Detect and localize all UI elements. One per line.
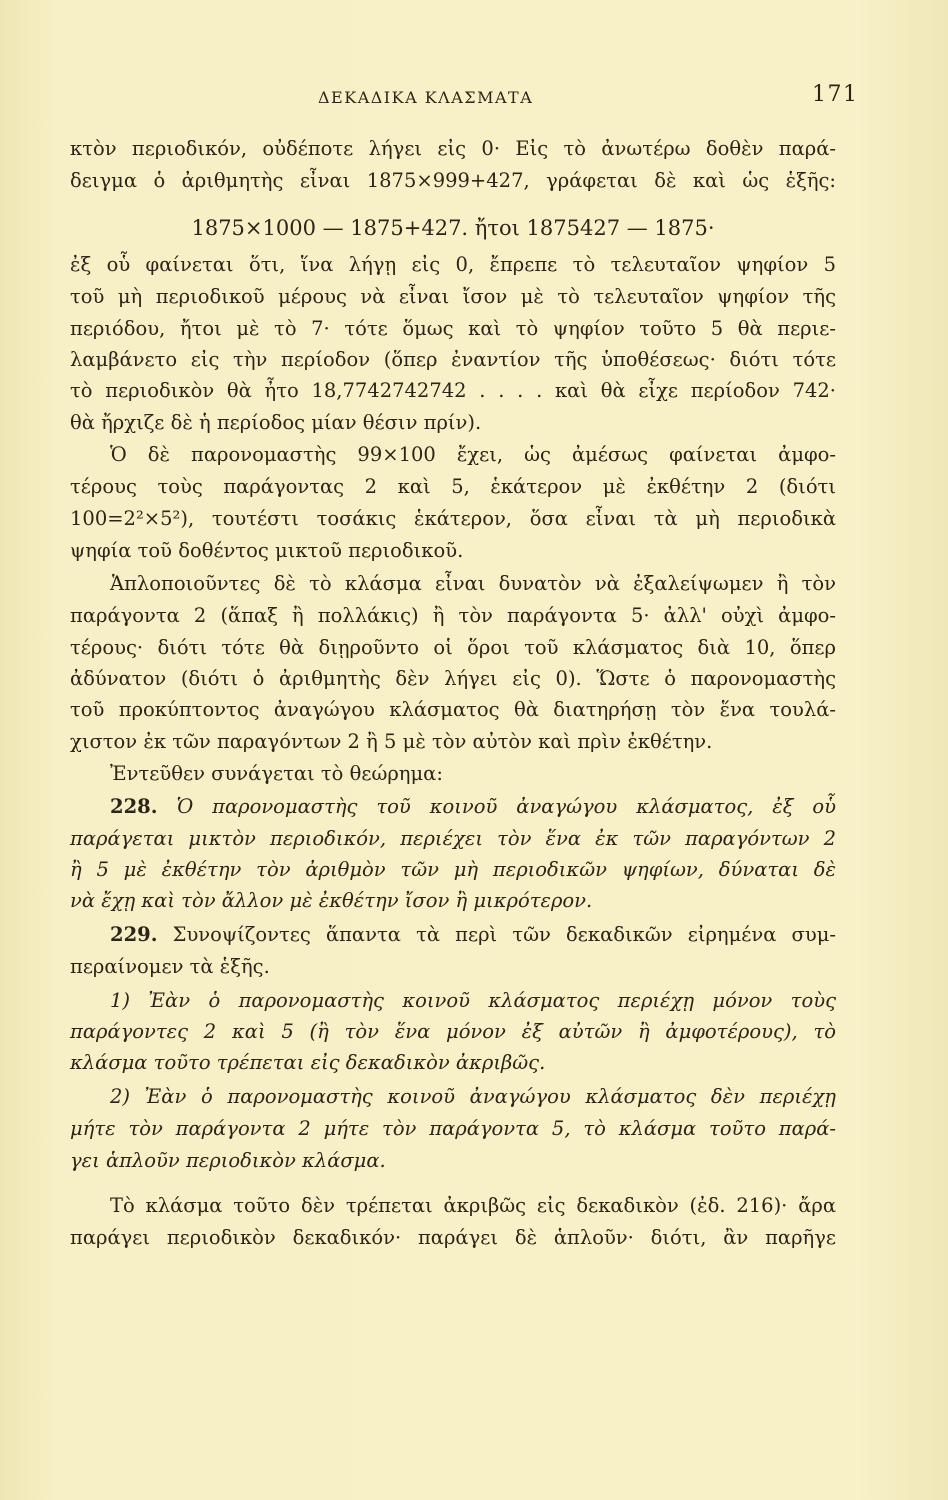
section-number-228: 228. [110, 795, 158, 818]
text-line: περιόδου, ἤτοι μὲ τὸ 7· τότε ὅμως καὶ τὸ ψηφίον τοῦτο 5 θὰ περιε- [70, 317, 836, 340]
text-line: γει ἁπλοῦν περιοδικὸν κλάσμα. [70, 1149, 386, 1172]
text-line: μήτε τὸν παράγοντα 2 μήτε τὸν παράγοντα 5, τὸ κλάσμα τοῦτο παρά- [70, 1117, 836, 1140]
text-line: Ἁπλοποιοῦντες δὲ τὸ κλάσμα εἶναι δυνατὸν νὰ ἐξαλείψωμεν ἢ τὸν [110, 572, 836, 595]
text-line: τοῦ προκύπτοντος ἀναγώγου κλάσματος θὰ διατηρήσῃ τὸν ἕνα τουλά- [70, 698, 836, 721]
text-line: ἐξ οὗ φαίνεται ὅτι, ἵνα λήγῃ εἰς 0, ἔπρεπε τὸ τελευταῖον ψηφίον 5 [70, 253, 836, 276]
text-line: ἀδύνατον (διότι ὁ ἀριθμητὴς δὲν λήγει εἰς 0). Ὥστε ὁ παρονομαστὴς [70, 667, 836, 690]
text-line: ἢ 5 μὲ ἐκθέτην τὸν ἀριθμὸν τῶν μὴ περιοδικῶν ψηφίων, δύναται δὲ [70, 858, 836, 881]
text-line: 1) Ἐὰν ὁ παρονομαστὴς κοινοῦ κλάσματος περιέχῃ μόνον τοὺς [110, 989, 836, 1012]
text-line: παράγοντα 2 (ἅπαξ ἢ πολλάκις) ἢ τὸν παράγοντα 5· ἀλλ' οὐχὶ ἀμφο- [70, 604, 836, 627]
text-line: τὸ περιοδικὸν θὰ ἦτο 18,7742742742 . . . . καὶ θὰ εἶχε περίοδον 742· [70, 379, 836, 402]
text-line: περαίνομεν τὰ ἑξῆς. [70, 955, 270, 978]
chapter-title: ΔΕΚΑΔΙΚΑ ΚΛΑΣΜΑΤΑ [318, 88, 534, 107]
text-line: δειγμα ὁ ἀριθμητὴς εἶναι 1875×999+427, γράφεται δὲ καὶ ὡς ἑξῆς: [70, 169, 836, 192]
theorem-228-first-line [110, 794, 836, 820]
text-line: παράγοντες 2 καὶ 5 (ἢ τὸν ἕνα μόνον ἐξ αὐτῶν ἢ ἀμφοτέρους), τὸ [70, 1020, 836, 1043]
formula: 1875×1000 — 1875+427. ἤτοι 1875427 — 1875· [191, 216, 715, 240]
text-line: παράγει περιοδικὸν δεκαδικόν· παράγει δὲ ἁπλοῦν· διότι, ἂν παρῆγε [70, 1226, 836, 1249]
text-line: νὰ ἔχῃ καὶ τὸν ἄλλον μὲ ἐκθέτην ἴσον ἢ μικρότερον. [70, 889, 593, 912]
text-line: τέρους τοὺς παράγοντας 2 καὶ 5, ἑκάτερον μὲ ἐκθέτην 2 (διότι [70, 475, 836, 498]
text-line: Συνοψίζοντες ἅπαντα τὰ περὶ τῶν δεκαδικῶν εἰρημένα συμ- [172, 923, 836, 946]
text-line: ψηφία τοῦ δοθέντος μικτοῦ περιοδικοῦ. [70, 539, 464, 562]
text-line: κλάσμα τοῦτο τρέπεται εἰς δεκαδικὸν ἀκριβῶς. [70, 1051, 546, 1074]
text-line: χιστον ἐκ τῶν παραγόντων 2 ἢ 5 μὲ τὸν αὐτὸν καὶ πρὶν ἐκθέτην. [70, 730, 713, 753]
text-line: θὰ ἤρχιζε δὲ ἡ περίοδος μίαν θέσιν πρίν). [70, 411, 482, 434]
text-line: τέρους· διότι τότε θὰ διῃροῦντο οἱ ὅροι τοῦ κλάσματος διὰ 10, ὅπερ [70, 636, 836, 659]
text-line: 2) Ἐὰν ὁ παρονομαστὴς κοινοῦ ἀναγώγου κλάσματος δὲν περιέχῃ [110, 1085, 836, 1108]
text-line: κτὸν περιοδικόν, οὐδέποτε λήγει εἰς 0· Εἰς τὸ ἀνωτέρω δοθὲν παρά- [70, 137, 836, 160]
section-229-first-line [110, 922, 836, 948]
text-line: Τὸ κλάσμα τοῦτο δὲν τρέπεται ἀκριβῶς εἰς δεκαδικὸν (ἐδ. 216)· ἄρα [110, 1194, 836, 1217]
text-line: Ὁ παρονομαστὴς τοῦ κοινοῦ ἀναγώγου κλάσματος, ἐξ οὗ [176, 795, 836, 818]
text-line: Ἐντεῦθεν συνάγεται τὸ θεώρημα: [110, 762, 443, 785]
text-line: 100=2²×5²), τουτέστι τοσάκις ἑκάτερον, ὅσα εἶναι τὰ μὴ περιοδικὰ [70, 507, 836, 530]
section-number-229: 229. [110, 923, 158, 946]
text-line: Ὁ δὲ παρονομαστὴς 99×100 ἔχει, ὡς ἀμέσως φαίνεται ἀμφο- [110, 443, 836, 466]
text-line: παράγεται μικτὸν περιοδικόν, περιέχει τὸν ἕνα ἐκ τῶν παραγόντων 2 [70, 827, 836, 850]
page-number: 171 [812, 82, 859, 107]
text-line: τοῦ μὴ περιοδικοῦ μέρους νὰ εἶναι ἴσον μὲ τὸ τελευταῖον ψηφίον τῆς [70, 285, 836, 308]
text-line: λαμβάνετο εἰς τὴν περίοδον (ὅπερ ἐναντίον τῆς ὑποθέσεως· διότι τότε [70, 348, 836, 371]
